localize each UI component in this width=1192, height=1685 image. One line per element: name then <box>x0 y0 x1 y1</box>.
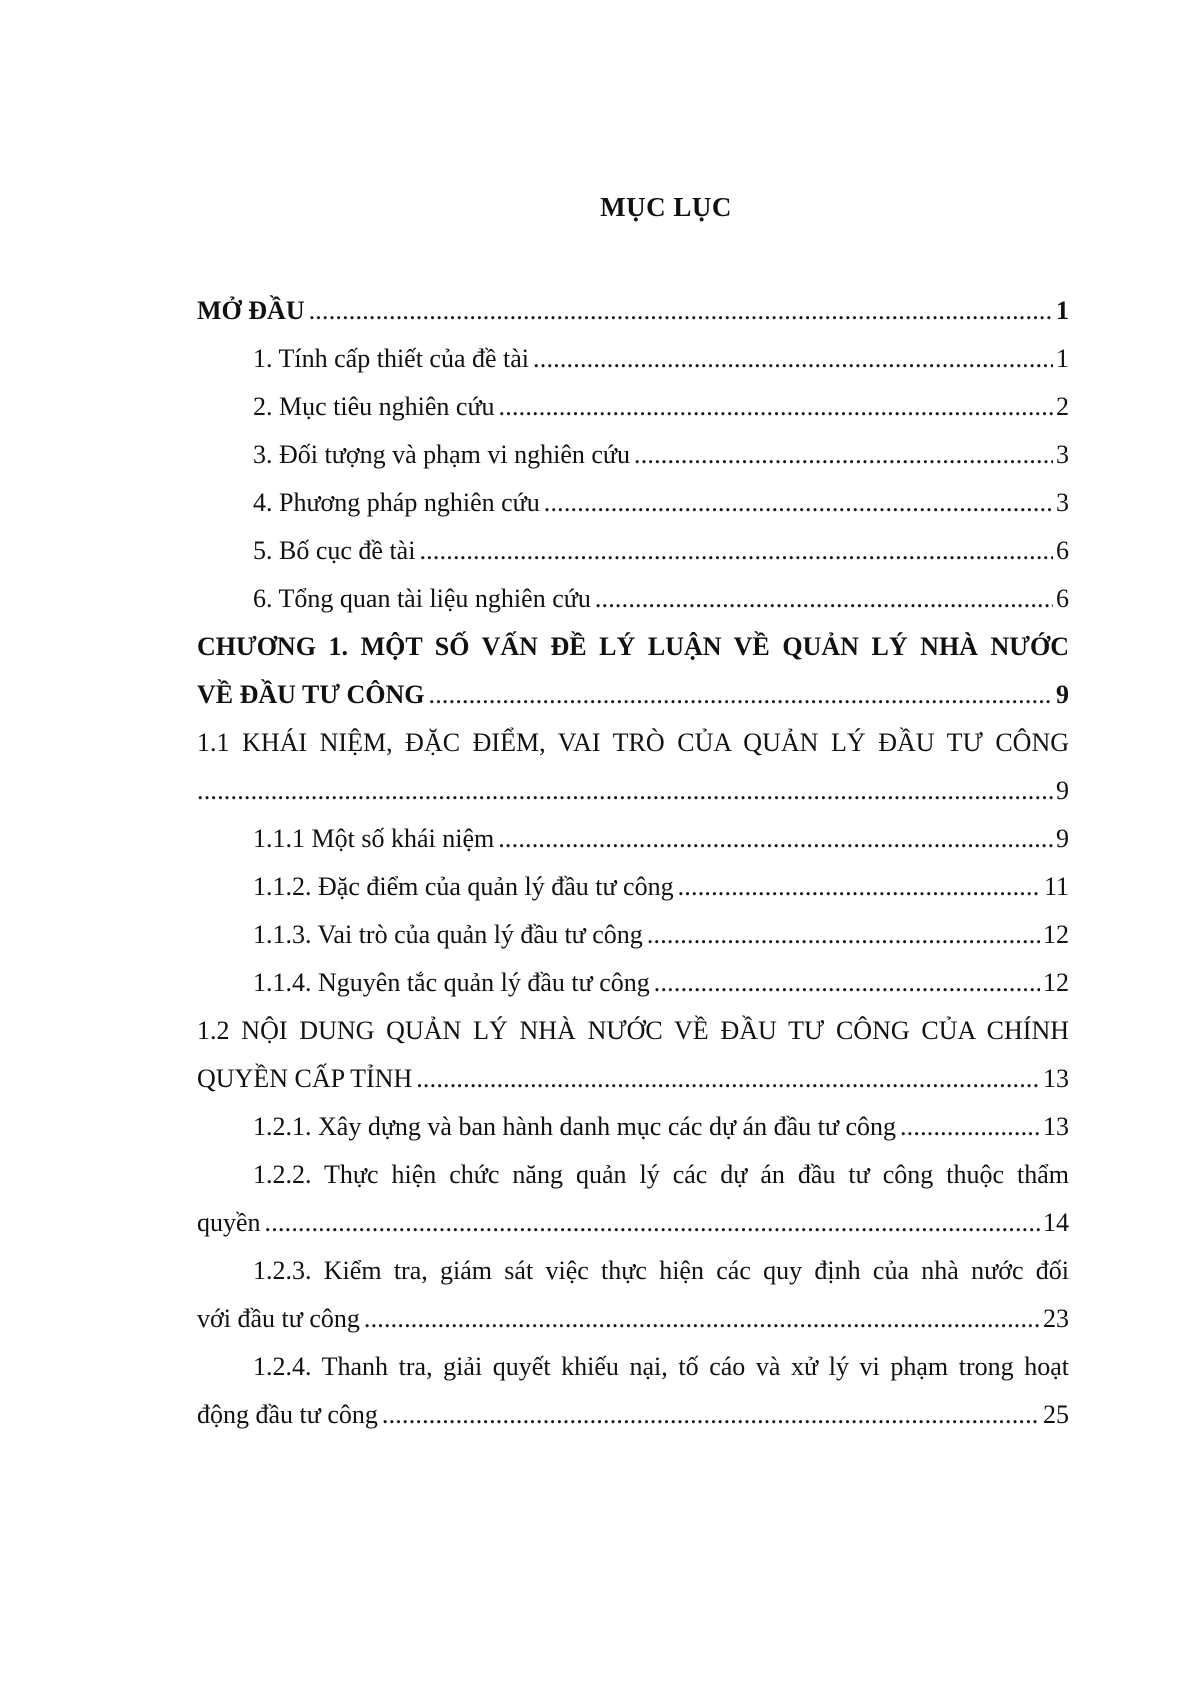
toc-entry-label: VỀ ĐẦU TƯ CÔNG <box>197 680 425 709</box>
dot-leader <box>544 488 1053 518</box>
dot-leader <box>419 536 1053 566</box>
toc-page-number: 1 <box>1056 296 1069 325</box>
toc-entry-label: 1.1.1 Một số khái niệm <box>253 824 495 853</box>
toc-page-number: 2 <box>1056 392 1069 421</box>
toc-entry-label: 1.1.2. Đặc điểm của quản lý đầu tư công <box>253 872 674 901</box>
toc-entry[interactable] <box>197 1334 1069 1382</box>
dot-leader <box>900 1112 1040 1142</box>
toc-page-number: 9 <box>1056 776 1069 805</box>
toc-entry-label: với đầu tư công <box>197 1304 360 1333</box>
dot-leader <box>595 584 1053 614</box>
toc-entry-label: 4. Phương pháp nghiên cứu <box>253 488 540 517</box>
toc-entry-label: CHƯƠNG 1. MỘT SỐ VẤN ĐỀ LÝ LUẬN VỀ QUẢN LÝ NHÀ NƯỚC <box>197 632 1069 661</box>
toc-entry[interactable] <box>197 374 1069 422</box>
toc-entry-label: MỞ ĐẦU <box>197 296 305 325</box>
toc-entry[interactable] <box>197 470 1069 518</box>
toc-entry-label: 1.1.4. Nguyên tắc quản lý đầu tư công <box>253 968 650 997</box>
toc-entry-label: 1. Tính cấp thiết của đề tài <box>253 344 530 373</box>
toc-entry[interactable] <box>197 614 1069 662</box>
dot-leader <box>429 680 1053 710</box>
dot-leader <box>382 1400 1040 1430</box>
toc-page-number: 6 <box>1056 584 1069 613</box>
toc-entry[interactable] <box>197 806 1069 854</box>
dot-leader <box>197 776 1053 806</box>
toc-page-number: 3 <box>1056 488 1069 517</box>
toc-entry-label: 1.2.3. Kiểm tra, giám sát việc thực hiện các quy định của nhà nước đối <box>253 1256 1069 1285</box>
toc-entry-label: 1.2.2. Thực hiện chức năng quản lý các dự án đầu tư công thuộc thẩm <box>253 1160 1069 1189</box>
toc-entry[interactable] <box>197 662 1069 710</box>
dot-leader <box>309 296 1053 326</box>
toc-entry[interactable] <box>197 1382 1069 1430</box>
toc-page-number: 13 <box>1043 1112 1069 1141</box>
dot-leader <box>634 440 1053 470</box>
toc-entry-label: động đầu tư công <box>197 1400 378 1429</box>
dot-leader <box>498 824 1053 854</box>
toc-entry-label: 1.1 KHÁI NIỆM, ĐẶC ĐIỂM, VAI TRÒ CỦA QUẢN LÝ ĐẦU TƯ CÔNG <box>197 728 1069 757</box>
toc-page-number: 12 <box>1043 920 1069 949</box>
toc-entry-label: quyền <box>197 1208 261 1237</box>
toc-entry[interactable] <box>197 518 1069 566</box>
toc-entry-label: 6. Tổng quan tài liệu nghiên cứu <box>253 584 591 613</box>
toc-entry-label: 1.2.1. Xây dựng và ban hành danh mục các dự án đầu tư công <box>253 1112 896 1141</box>
toc-page-number: 1 <box>1056 344 1069 373</box>
toc-page-number: 25 <box>1043 1400 1069 1429</box>
toc-page-number: 23 <box>1043 1304 1069 1333</box>
dot-leader <box>364 1304 1040 1334</box>
dot-leader <box>654 968 1040 998</box>
dot-leader <box>533 344 1053 374</box>
toc-entry[interactable] <box>197 1046 1069 1094</box>
toc-entry[interactable] <box>197 1238 1069 1286</box>
toc-title: MỤC LỤC <box>600 192 732 222</box>
toc-entry[interactable] <box>197 1142 1069 1190</box>
toc-page-number: 14 <box>1043 1208 1069 1237</box>
dot-leader <box>265 1208 1040 1238</box>
toc-entry[interactable] <box>197 1094 1069 1142</box>
toc-page-number: 12 <box>1043 968 1069 997</box>
toc-entry-label: 2. Mục tiêu nghiên cứu <box>253 392 495 421</box>
toc-entry[interactable] <box>197 902 1069 950</box>
toc-page-number: 11 <box>1043 872 1069 901</box>
toc-entry-label: 3. Đối tượng và phạm vi nghiên cứu <box>253 440 630 469</box>
toc-entry[interactable] <box>197 1190 1069 1238</box>
toc-page-number: 6 <box>1056 536 1069 565</box>
toc-page-number: 13 <box>1043 1064 1069 1093</box>
toc-entry[interactable] <box>197 422 1069 470</box>
toc-entry-label: 1.1.3. Vai trò của quản lý đầu tư công <box>253 920 643 949</box>
toc-entry-label: 5. Bố cục đề tài <box>253 536 416 565</box>
dot-leader <box>647 920 1040 950</box>
toc-entry-label: 1.2.4. Thanh tra, giải quyết khiếu nại, tố cáo và xử lý vi phạm trong hoạt <box>253 1352 1069 1381</box>
toc-page-number: 9 <box>1056 680 1069 709</box>
toc-entry[interactable] <box>197 1286 1069 1334</box>
toc-entry[interactable] <box>197 998 1069 1046</box>
toc-entry[interactable] <box>197 854 1069 902</box>
toc-entry-label: QUYỀN CẤP TỈNH <box>197 1064 413 1093</box>
toc-page-number: 9 <box>1056 824 1069 853</box>
toc-entry[interactable] <box>197 950 1069 998</box>
toc-entry[interactable] <box>197 326 1069 374</box>
table-of-contents <box>197 278 1069 1430</box>
toc-entry[interactable] <box>197 566 1069 614</box>
toc-entry-label: 1.2 NỘI DUNG QUẢN LÝ NHÀ NƯỚC VỀ ĐẦU TƯ CÔNG CỦA CHÍNH <box>197 1016 1069 1045</box>
dot-leader <box>499 392 1053 422</box>
toc-entry[interactable] <box>197 710 1069 758</box>
dot-leader <box>678 872 1041 902</box>
toc-entry[interactable] <box>197 278 1069 326</box>
toc-entry[interactable] <box>197 758 1069 806</box>
toc-page-number: 3 <box>1056 440 1069 469</box>
dot-leader <box>416 1064 1040 1094</box>
